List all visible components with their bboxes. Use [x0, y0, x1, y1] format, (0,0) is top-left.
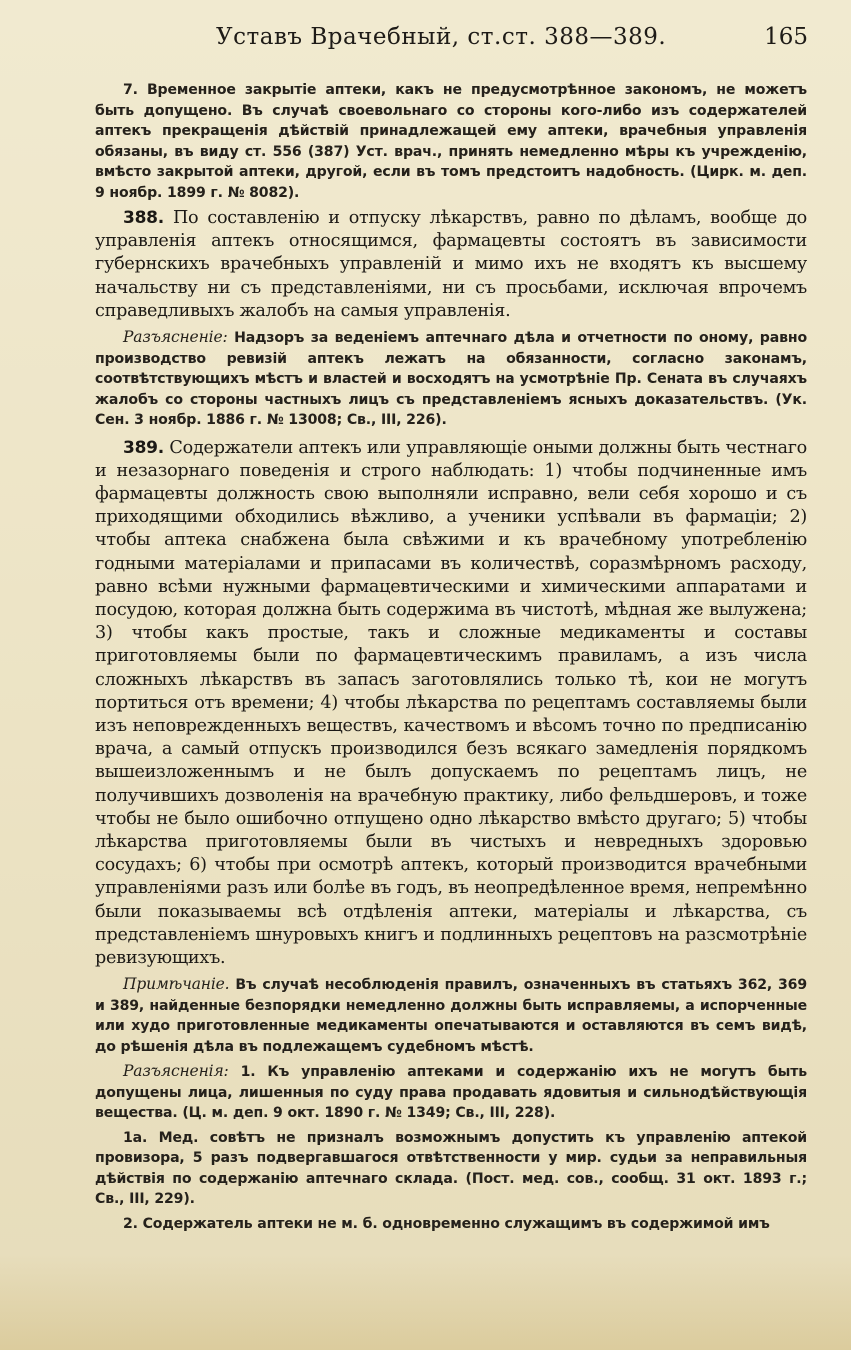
article-number: 389.	[123, 437, 164, 458]
explanation-389-item-1a: 1а. Мед. совѣтъ не призналъ возможнымъ допустить къ управленію аптекой провизора, 5 разъ подвергавшагося отвѣтственности у мир. судьи за неправильныя дѣйствія по содержанію аптечнаго склада. (Пост. мед. сов., сообщ. 31 окт. 1893 г.; Св., III, 229).	[95, 1129, 807, 1208]
explanation-389-item-2: 2. Содержатель аптеки не м. б. одновременно служащимъ въ содержимой имъ	[123, 1215, 770, 1232]
remark-389	[95, 974, 807, 1057]
page-body	[95, 80, 807, 1234]
explanation-note-7: 7. Временное закрытіе аптеки, какъ не предусмотрѣнное закономъ, не можетъ быть допущено. Въ случаѣ своевольнаго со стороны кого-либо изъ содержателей аптекъ прекращенія дѣйствій принадлежащей ему аптеки, врачебныя управленія обязаны, въ виду ст. 556 (387) Уст. врач., принять немедленно мѣры къ учрежденію, вмѣсто закрытой аптеки, другой, если въ томъ предстоитъ надобность. (Цирк. м. деп. 9 ноябр. 1899 г. № 8082).	[95, 82, 807, 201]
explanation-lead: Разъясненія:	[123, 1062, 229, 1081]
running-header	[90, 24, 808, 58]
page-number: 165	[764, 24, 808, 50]
explanation-lead: Разъясненіе:	[123, 328, 228, 347]
remark-lead: Примѣчаніе.	[123, 975, 230, 994]
running-title: Уставъ Врачебный, ст.ст. 388—389.	[216, 24, 667, 50]
article-text: Содержатели аптекъ или управляющіе оными должны быть честнаго и незазорнаго поведенія и строго наблюдать: 1) чтобы подчиненные имъ фармацевты должность свою выполняли исправно, вели себя хорошо и съ приходящими обходились вѣжливо, а ученики успѣвали въ фармаціи; 2) чтобы аптека снабжена была свѣжими и къ врачебному употребленію годными матеріалами и припасами въ количествѣ, соразмѣрномъ расходу, равно всѣми нужными фармацевтическими и химическими аппаратами и посудою, которая должна быть содержима въ чистотѣ, мѣдная же вылужена; 3) чтобы какъ простые, такъ и сложные медикаменты и составы приготовляемы были по фармацевтическимъ правиламъ, а изъ числа сложныхъ лѣкарствъ въ запасъ заготовлялись только тѣ, кои не могутъ портиться отъ времени; 4) чтобы лѣкарства по рецептамъ составляемы были изъ неповрежденныхъ веществъ, качествомъ и вѣсомъ точно по предписанію врача, а самый отпускъ производился безъ всякаго замедленія порядкомъ вышеизложеннымъ и не былъ допускаемъ по рецептамъ лицъ, не получившихъ дозволенія на врачебную практику, либо фельдшеровъ, и тоже чтобы не было ошибочно отпущено одно лѣкарство вмѣсто другаго; 5) чтобы лѣкарства приготовляемы были въ чистыхъ и невредныхъ здоровью сосудахъ; 6) чтобы при осмотрѣ аптекъ, который производится врачебными управленіями разъ или болѣе въ годъ, въ неопредѣленное время, непремѣнно были показываемы всѣ отдѣленія аптеки, матеріалы и лѣкарства, съ представленіемъ шнуровыхъ книгъ и подлинныхъ рецептовъ на разсмотрѣніе ревизующихъ.	[95, 437, 807, 968]
remark-text: Въ случаѣ несоблюденія правилъ, означенныхъ въ статьяхъ 362, 369 и 389, найденные безпорядки немедленно должны быть исправляемы, а испорченные или худо приготовленные медикаменты опечатываются и оставляются въ семъ видѣ, до рѣшенія дѣла въ подлежащемъ судебномъ мѣстѣ.	[95, 977, 807, 1055]
article-number: 388.	[123, 208, 164, 228]
article-389	[95, 437, 807, 971]
explanation-389-item-1	[95, 1061, 807, 1124]
explanation-text: 1. Къ управленію аптеками и содержанію ихъ не могутъ быть допущены лица, лишенныя по суду права продавать ядовитыя и сильнодѣйствующія вещества. (Ц. м. деп. 9 окт. 1890 г. № 1349; Св., III, 228).	[95, 1064, 807, 1122]
article-388	[95, 207, 807, 323]
explanation-388	[95, 327, 807, 431]
explanation-text: Надзоръ за веденіемъ аптечнаго дѣла и отчетности по оному, равно производство ревизій аптекъ лежатъ на обязанности, согласно законамъ, соотвѣтствующихъ мѣстъ и властей и восходятъ на усмотрѣніе Пр. Сената въ случаяхъ жалобъ со стороны частныхъ лицъ съ представленіемъ ясныхъ доказательствъ. (Ук. Сен. 3 ноябр. 1886 г. № 13008; Св., III, 226).	[95, 330, 807, 429]
article-text: По составленію и отпуску лѣкарствъ, равно по дѣламъ, вообще до управленія аптекъ относящимся, фармацевты состоятъ въ зависимости губернскихъ врачебныхъ управленій и мимо ихъ не входятъ къ высшему начальству ни съ представленіями, ни съ просьбами, исключая впрочемъ справедливыхъ жалобъ на самыя управленія.	[95, 208, 807, 321]
